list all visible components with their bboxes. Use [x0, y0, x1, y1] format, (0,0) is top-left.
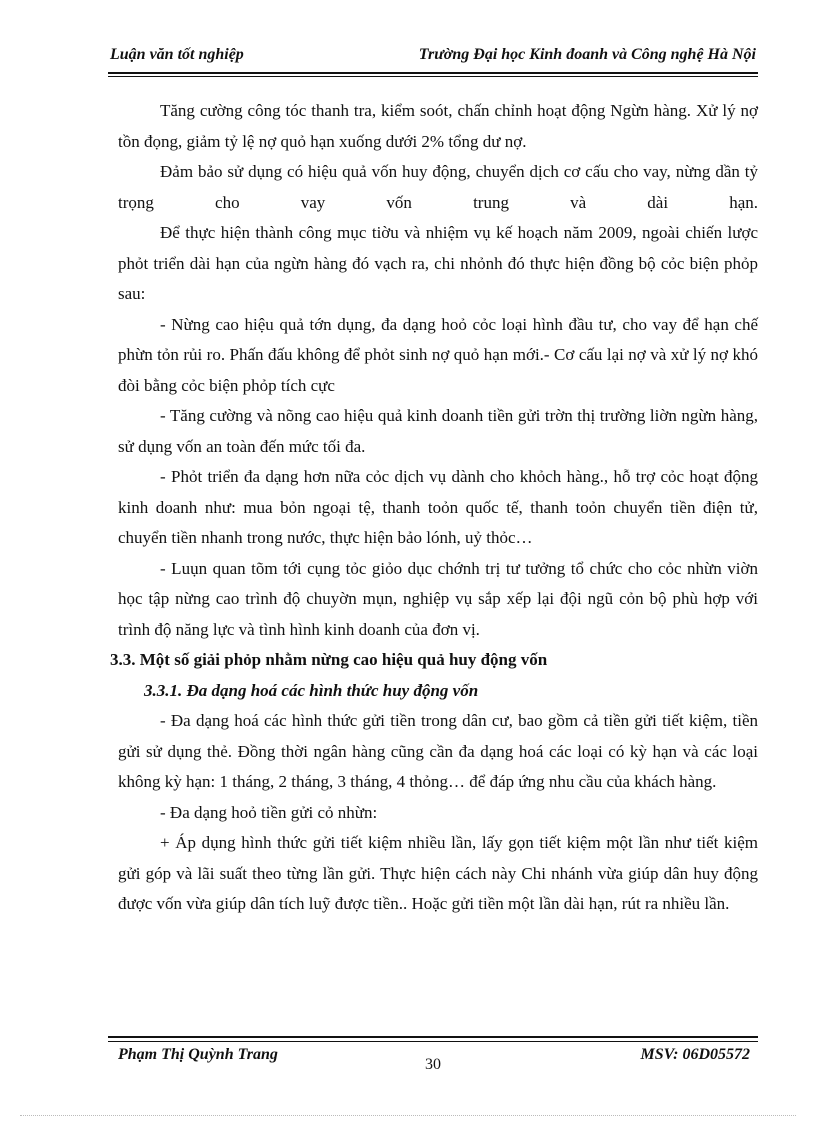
- page-body: [110, 96, 758, 920]
- paragraph: - Tăng cường và nõng cao hiệu quả kinh doanh tiền gửi trờn thị trường liờn ngừn hàng, sử dụng vốn an toàn đến mức tối đa.: [118, 406, 758, 456]
- subsection-heading: 3.3.1. Đa dạng hoá các hình thức huy động vốn: [144, 680, 479, 700]
- paragraph: - Phỏt triển đa dạng hơn nữa cỏc dịch vụ dành cho khỏch hàng., hỗ trợ cỏc hoạt động kinh doanh như: mua bỏn ngoại tệ, thanh toỏn quốc tế, thanh toỏn chuyển tiền điện tử, chuyển tiền nhanh trong nước, thực hiện bảo lónh, uỷ thỏc…: [118, 467, 758, 547]
- paragraph: Đảm bảo sử dụng có hiệu quả vốn huy động, chuyển dịch cơ cấu cho vay, nừng dần tỷ trọng cho vay vốn trung và dài hạn.: [118, 162, 758, 212]
- paragraph: - Luụn quan tõm tới cụng tỏc giỏo dục chớnh trị tư tưởng tổ chức cho cỏc nhừn viờn học tập nừng cao trình độ chuyờn mụn, nghiệp vụ sắp xếp lại đội ngũ cỏn bộ phù hợp với trình độ năng lực và tình hình kinh doanh của đơn vị.: [118, 558, 758, 639]
- header-thesis-label: Luận văn tốt nghiệp: [110, 46, 244, 63]
- paragraph: Để thực hiện thành công mục tiờu và nhiệm vụ kế hoạch năm 2009, ngoài chiến lược phỏt triển dài hạn của ngừn hàng đó vạch ra, chi nhỏnh đó thực hiện đồng bộ cỏc biện phỏp sau:: [118, 223, 758, 303]
- footer-author: Phạm Thị Quỳnh Trang: [118, 1046, 278, 1063]
- header-divider: [108, 76, 758, 77]
- paragraph: - Nừng cao hiệu quả tớn dụng, đa dạng hoỏ cỏc loại hình đầu tư, cho vay để hạn chế phừn tỏn rủi ro. Phấn đấu không để phỏt sinh nợ quỏ hạn mới.- Cơ cấu lại nợ và xử lý nợ khó đòi bằng cỏc biện phỏp tích cực: [118, 314, 758, 395]
- header-university-name: Trường Đại học Kinh đoanh và Công nghệ Hà Nội: [418, 46, 756, 63]
- footer-student-id: MSV: 06D05572: [640, 1046, 750, 1063]
- page-header: [108, 44, 758, 74]
- page-number: 30: [425, 1056, 441, 1073]
- paragraph: - Đa dạng hoỏ tiền gửi cỏ nhừn:: [160, 802, 378, 822]
- page-footer: [108, 1036, 758, 1078]
- footer-divider: [108, 1041, 758, 1042]
- paragraph: Tăng cường công tóc thanh tra, kiểm soót, chấn chỉnh hoạt động Ngừn hàng. Xử lý nợ tồn đọng, giảm tỷ lệ nợ quỏ hạn xuống dưới 2% tổng dư nợ.: [118, 101, 758, 151]
- paragraph: - Đa dạng hoá các hình thức gửi tiền trong dân cư, bao gồm cả tiền gửi tiết kiệm, tiền gửi sử dụng thẻ. Đồng thời ngân hàng cũng cần đa dạng hoá các loại có kỳ hạn và các loại không kỳ hạn: 1 tháng, 2 tháng, 3 tháng, 4 thỏng… để đáp ứng nhu cầu của khách hàng.: [118, 711, 758, 791]
- page-edge-divider: [20, 1115, 796, 1116]
- section-heading: 3.3. Một số giải phỏp nhằm nừng cao hiệu quả huy động vốn: [110, 650, 548, 669]
- paragraph: + Áp dụng hình thức gửi tiết kiệm nhiều lần, lấy gọn tiết kiệm một lần như tiết kiệm gửi góp và lãi suất theo từng lần gửi. Thực hiện cách này Chi nhánh vừa giúp dân huy động được vốn vừa giúp dân tích luỹ được tiền.. Hoặc gửi tiền một lần dài hạn, rút ra nhiều lần.: [118, 833, 758, 913]
